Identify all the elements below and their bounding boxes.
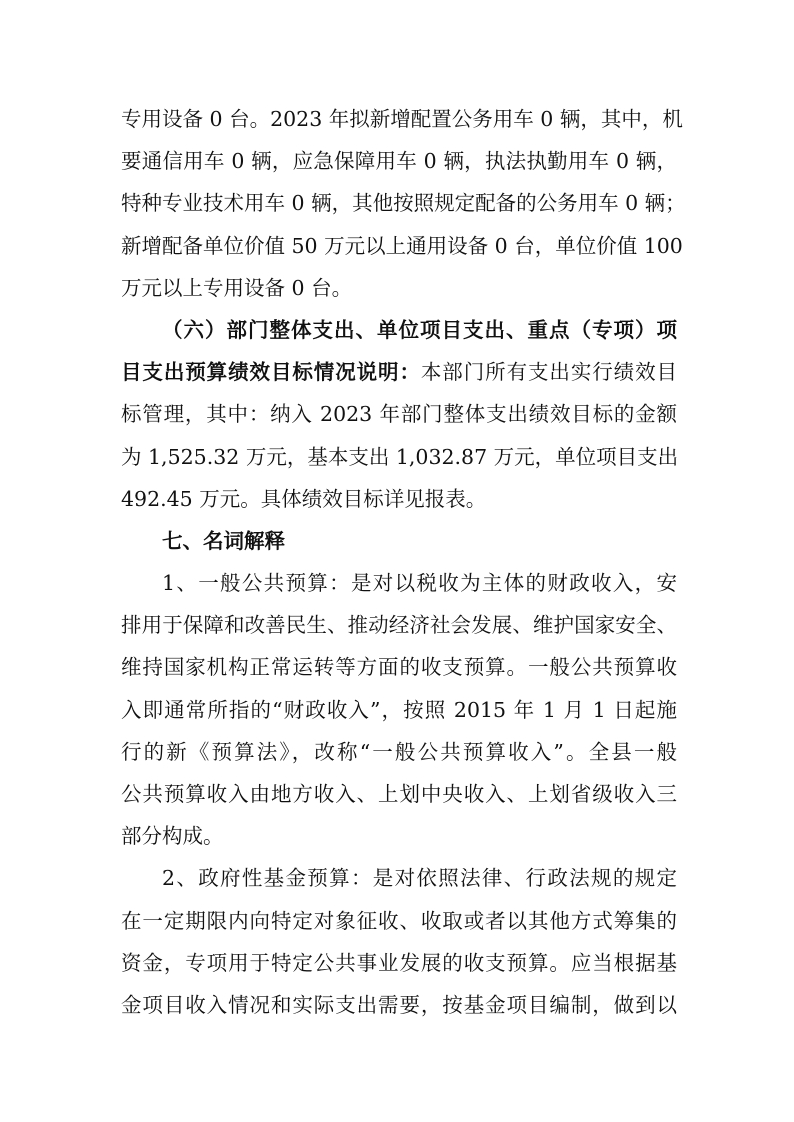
text-line: 资金，专项用于特定公共事业发展的收支预算。应当根据基 <box>121 950 677 975</box>
text-line: 1、一般公共预算：是对以税收为主体的财政收入，安 <box>162 571 677 596</box>
text-line: 金项目收入情况和实际支出需要，按基金项目编制，做到以 <box>121 992 677 1017</box>
paragraph-performance-targets <box>121 309 677 520</box>
text-line: 在一定期限内向特定对象征收、收取或者以其他方式筹集的 <box>121 908 677 933</box>
paragraph-general-public-budget <box>121 562 677 857</box>
text-run: 本部门所有支出实行绩效目 <box>420 360 678 385</box>
text-line: 万元以上专用设备 0 台。 <box>121 275 353 300</box>
document-page <box>121 98 686 1026</box>
text-line: 部分构成。 <box>121 824 224 849</box>
text-line: 492.45 万元。具体绩效目标详见报表。 <box>121 486 487 511</box>
text-line: 专用设备 0 台。2023 年拟新增配置公务用车 0 辆，其中，机 <box>121 107 683 131</box>
section-heading: （六）部门整体支出、单位项目支出、重点（专项）项 <box>162 317 677 342</box>
text-line: 排用于保障和改善民生、推动经济社会发展、维护国家安全、 <box>121 613 677 638</box>
paragraph-government-fund-budget <box>121 857 677 1026</box>
text-line: 行的新《预算法》，改称“一般公共预算收入”。全县一般 <box>121 739 677 764</box>
text-line: 2、政府性基金预算：是对依照法律、行政法规的规定 <box>162 866 677 891</box>
text-line: 新增配备单位价值 50 万元以上通用设备 0 台，单位价值 100 <box>121 233 683 258</box>
section-heading-continued: 目支出预算绩效目标情况说明： <box>121 360 421 385</box>
text-line: 特种专业技术用车 0 辆，其他按照规定配备的公务用车 0 辆； <box>121 191 686 216</box>
text-line: 标管理，其中：纳入 2023 年部门整体支出绩效目标的金额 <box>121 402 677 427</box>
text-line: 维持国家机构正常运转等方面的收支预算。一般公共预算收 <box>121 655 677 680</box>
text-line <box>121 351 677 393</box>
text-line: 入即通常所指的“财政收入”，按照 2015 年 1 月 1 日起施 <box>121 697 677 722</box>
text-line: 为 1,525.32 万元，基本支出 1,032.87 万元，单位项目支出 <box>121 444 679 469</box>
paragraph-vehicles <box>121 98 686 309</box>
text-line: 要通信用车 0 辆，应急保障用车 0 辆，执法执勤用车 0 辆， <box>121 149 677 174</box>
text-line: 公共预算收入由地方收入、上划中央收入、上划省级收入三 <box>121 782 677 806</box>
section-heading: 七、名词解释 <box>162 528 285 553</box>
